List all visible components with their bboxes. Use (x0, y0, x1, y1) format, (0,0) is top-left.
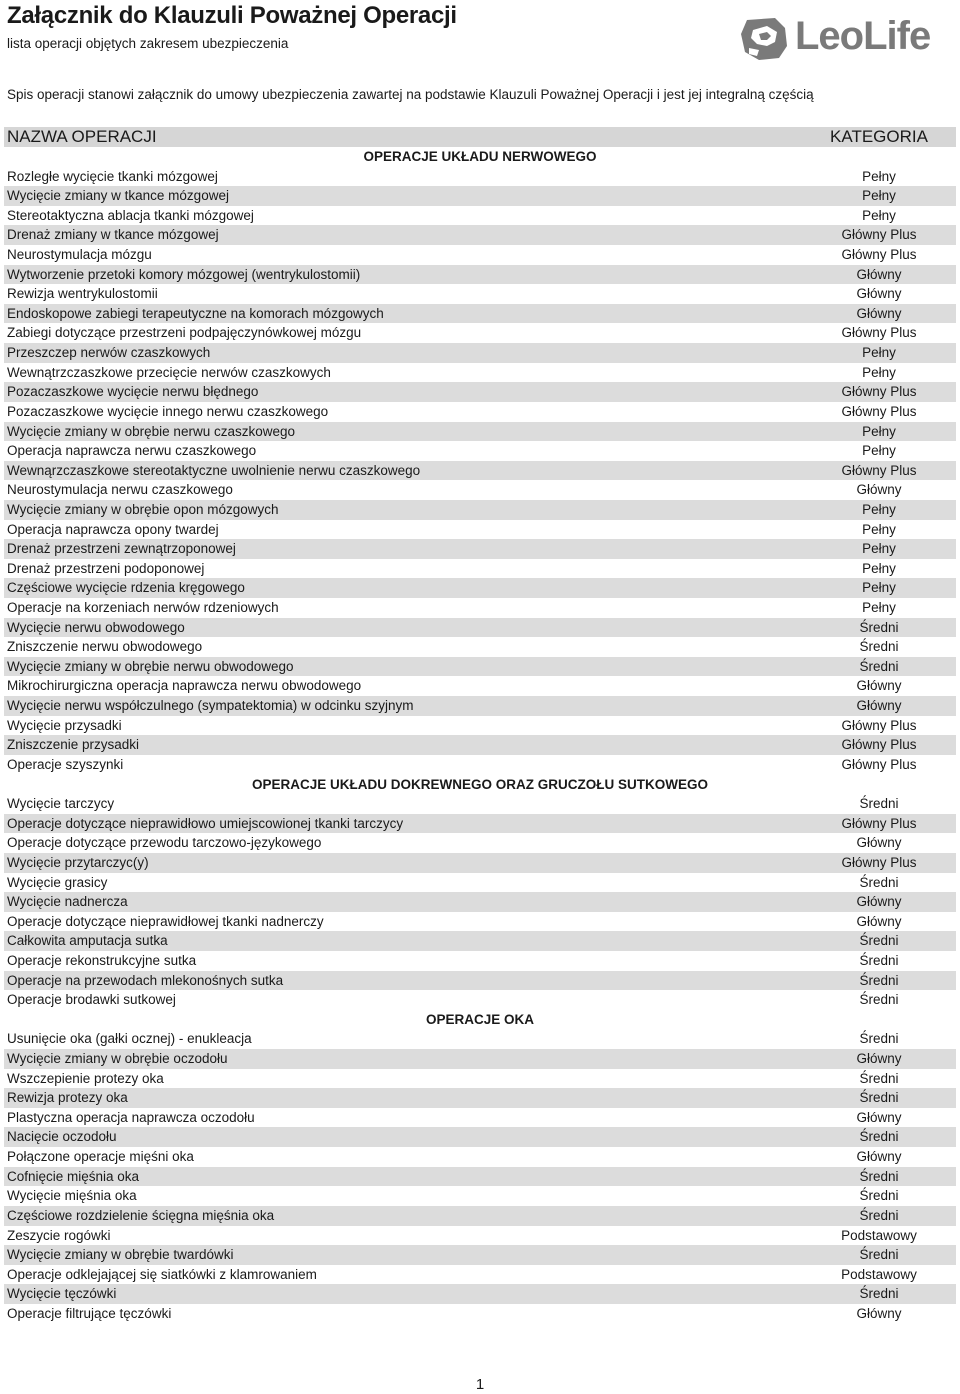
operation-category: Pełny (862, 600, 896, 616)
table-row (4, 1029, 956, 1049)
table-row (4, 1049, 956, 1069)
table-row (4, 990, 956, 1010)
table-row (4, 402, 956, 422)
operation-category: Średni (859, 992, 899, 1008)
operation-name: Drenaż przestrzeni podoponowej (7, 560, 205, 576)
operation-name: Operacje dotyczące przewodu tarczowo-językowego (7, 835, 322, 851)
table-row (4, 461, 956, 481)
operation-category: Pełny (862, 168, 896, 184)
operation-name: Pozaczaszkowe wycięcie nerwu błędnego (7, 384, 259, 400)
operation-name: Wycięcie zmiany w tkance mózgowej (7, 188, 229, 204)
operation-category: Średni (859, 796, 899, 812)
table-row (4, 304, 956, 324)
operation-name: Wycięcie nerwu współczulnego (sympatektomia) w odcinku szyjnym (7, 698, 414, 714)
operation-category: Główny (856, 698, 902, 714)
section-heading: OPERACJE UKŁADU NERWOWEGO (363, 149, 597, 164)
table-row (4, 931, 956, 951)
table-row (4, 814, 956, 834)
operation-name: Operacje rekonstrukcyjne sutka (7, 952, 197, 968)
operation-category: Średni (859, 972, 899, 988)
operations-table (4, 147, 956, 1324)
table-row (4, 676, 956, 696)
section-heading-row (4, 1010, 956, 1030)
operation-category: Główny Plus (841, 462, 917, 478)
operation-category: Średni (859, 1188, 899, 1204)
operation-category: Podstawowy (841, 1227, 917, 1243)
table-row (4, 598, 956, 618)
operation-name: Operacje odklejającej się siatkówki z klamrowaniem (7, 1266, 317, 1282)
operation-name: Wycięcie zmiany w obrębie twardówki (7, 1247, 234, 1263)
operation-category: Główny (856, 1305, 902, 1321)
table-row (4, 265, 956, 285)
operation-name: Częściowe wycięcie rdzenia kręgowego (7, 580, 245, 596)
operation-category: Średni (859, 639, 899, 655)
operation-name: Stereotaktyczna ablacja tkanki mózgowej (7, 207, 254, 223)
table-row (4, 637, 956, 657)
table-row (4, 1245, 956, 1265)
operation-category: Główny (856, 266, 902, 282)
operation-name: Operacje na przewodach mlekonośnych sutka (7, 972, 284, 988)
table-row (4, 1265, 956, 1285)
table-row (4, 186, 956, 206)
operation-name: Wewnątrzczaszkowe przecięcie nerwów czaszkowych (7, 364, 331, 380)
operation-category: Pełny (862, 423, 896, 439)
table-row (4, 618, 956, 638)
operation-name: Zniszczenie nerwu obwodowego (7, 639, 203, 655)
table-row (4, 323, 956, 343)
table-row (4, 167, 956, 187)
operation-category: Pełny (862, 541, 896, 557)
operation-category: Główny Plus (841, 403, 917, 419)
operation-category: Główny Plus (841, 717, 917, 733)
operation-category: Średni (859, 933, 899, 949)
table-row (4, 755, 956, 775)
table-row (4, 716, 956, 736)
operation-category: Średni (859, 1247, 899, 1263)
table-row (4, 422, 956, 442)
operation-category: Średni (859, 1207, 899, 1223)
page-number: 1 (475, 1376, 485, 1393)
operation-name: Drenaż zmiany w tkance mózgowej (7, 227, 219, 243)
operation-name: Wycięcie przysadki (7, 717, 122, 733)
operation-name: Wycięcie tęczówki (7, 1286, 117, 1302)
table-row (4, 833, 956, 853)
operation-name: Drenaż przestrzeni zewnątrzoponowej (7, 541, 236, 557)
table-row (4, 1147, 956, 1167)
operation-category: Główny Plus (841, 854, 917, 870)
operation-category: Główny Plus (841, 325, 917, 341)
operation-category: Pełny (862, 580, 896, 596)
table-header (4, 127, 956, 147)
operation-name: Wewnąrzczaszkowe stereotaktyczne uwolnienie nerwu czaszkowego (7, 462, 421, 478)
operation-name: Cofnięcie mięśnia oka (7, 1168, 140, 1184)
operation-name: Rewizja wentrykulostomii (7, 286, 158, 302)
company-logo (737, 12, 959, 64)
operation-category: Główny (856, 894, 902, 910)
operation-category: Pełny (862, 521, 896, 537)
operation-name: Neurostymulacja nerwu czaszkowego (7, 482, 233, 498)
table-row (4, 892, 956, 912)
logo-wordmark: LeoLife (795, 14, 931, 58)
header-category: KATEGORIA (830, 127, 928, 146)
operation-category: Średni (859, 1031, 899, 1047)
operation-category: Główny (856, 913, 902, 929)
operation-category: Pełny (862, 188, 896, 204)
operation-category: Pełny (862, 501, 896, 517)
table-row (4, 245, 956, 265)
table-row (4, 225, 956, 245)
operation-name: Usunięcie oka (gałki ocznej) - enukleacja (7, 1031, 252, 1047)
table-row (4, 441, 956, 461)
operation-category: Główny Plus (841, 227, 917, 243)
operation-name: Operacje dotyczące nieprawidłowej tkanki nadnerczy (7, 913, 324, 929)
operation-category: Główny Plus (841, 737, 917, 753)
section-heading-row (4, 775, 956, 795)
table-row (4, 1127, 956, 1147)
operation-category: Główny (856, 1051, 902, 1067)
operation-category: Podstawowy (841, 1266, 917, 1282)
operation-name: Przeszczep nerwów czaszkowych (7, 345, 211, 361)
table-row (4, 559, 956, 579)
operation-name: Operacja naprawcza nerwu czaszkowego (7, 443, 257, 459)
page-title: Załącznik do Klauzuli Poważnej Operacji (7, 2, 457, 29)
table-row (4, 1069, 956, 1089)
operation-name: Wycięcie nadnercza (7, 894, 128, 910)
table-row (4, 794, 956, 814)
operation-name: Operacje na korzeniach nerwów rdzeniowych (7, 600, 279, 616)
operation-name: Rozległe wycięcie tkanki mózgowej (7, 168, 218, 184)
table-row (4, 1284, 956, 1304)
operation-name: Operacje szyszynki (7, 756, 124, 772)
operation-category: Główny Plus (841, 756, 917, 772)
operation-name: Wszczepienie protezy oka (7, 1070, 164, 1086)
operation-name: Wycięcie zmiany w obrębie nerwu czaszkowego (7, 423, 295, 439)
operation-name: Zniszczenie przysadki (7, 737, 140, 753)
operation-name: Plastyczna operacja naprawcza oczodołu (7, 1109, 255, 1125)
table-row (4, 912, 956, 932)
intro-text: Spis operacji stanowi załącznik do umowy ubezpieczenia zawartej na podstawie Klauzuli Poważnej Operacji i jest jej integralną częścią (7, 87, 814, 102)
table-row (4, 853, 956, 873)
operation-name: Operacje dotyczące nieprawidłowo umiejscowionej tkanki tarczycy (7, 815, 404, 831)
operation-category: Główny Plus (841, 815, 917, 831)
operation-category: Średni (859, 619, 899, 635)
operation-name: Zeszycie rogówki (7, 1227, 111, 1243)
table-row (4, 480, 956, 500)
operation-category: Średni (859, 658, 899, 674)
operation-name: Wycięcie mięśnia oka (7, 1188, 137, 1204)
operation-name: Neurostymulacja mózgu (7, 247, 152, 263)
operation-name: Wycięcie zmiany w obrębie oczodołu (7, 1051, 228, 1067)
operation-category: Średni (859, 952, 899, 968)
page-subtitle: lista operacji objętych zakresem ubezpieczenia (7, 36, 289, 51)
table-row (4, 1226, 956, 1246)
table-row (4, 1167, 956, 1187)
operation-name: Rewizja protezy oka (7, 1090, 128, 1106)
operation-category: Główny (856, 305, 902, 321)
header-operation-name: NAZWA OPERACJI (7, 127, 157, 146)
operation-name: Nacięcie oczodołu (7, 1129, 117, 1145)
operation-name: Zabiegi dotyczące przestrzeni podpajęczynówkowej mózgu (7, 325, 362, 341)
table-row (4, 500, 956, 520)
table-row (4, 206, 956, 226)
operation-category: Pełny (862, 345, 896, 361)
operation-name: Pozaczaszkowe wycięcie innego nerwu czaszkowego (7, 403, 329, 419)
operation-name: Mikrochirurgiczna operacja naprawcza nerwu obwodowego (7, 678, 362, 694)
table-row (4, 1186, 956, 1206)
operation-category: Główny (856, 1109, 902, 1125)
operation-name: Wycięcie zmiany w obrębie opon mózgowych (7, 501, 279, 517)
table-row (4, 539, 956, 559)
operation-category: Średni (859, 1286, 899, 1302)
operation-category: Średni (859, 1070, 899, 1086)
operation-name: Wytworzenie przetoki komory mózgowej (wentrykulostomii) (7, 266, 361, 282)
operation-category: Średni (859, 1129, 899, 1145)
table-row (4, 284, 956, 304)
operation-category: Średni (859, 1168, 899, 1184)
operation-category: Główny (856, 678, 902, 694)
operation-category: Główny (856, 1149, 902, 1165)
table-row (4, 578, 956, 598)
table-row (4, 1206, 956, 1226)
operation-name: Operacja naprawcza opony twardej (7, 521, 219, 537)
section-heading-row (4, 147, 956, 167)
lion-head-icon (737, 12, 789, 64)
table-row (4, 971, 956, 991)
operation-category: Główny (856, 482, 902, 498)
operation-category: Pełny (862, 443, 896, 459)
operation-category: Pełny (862, 207, 896, 223)
operation-category: Główny Plus (841, 247, 917, 263)
operation-category: Pełny (862, 560, 896, 576)
operation-category: Średni (859, 874, 899, 890)
operation-name: Wycięcie grasicy (7, 874, 108, 890)
operation-name: Operacje brodawki sutkowej (7, 992, 176, 1008)
operation-name: Operacje filtrujące tęczówki (7, 1305, 172, 1321)
table-row (4, 696, 956, 716)
table-row (4, 382, 956, 402)
operation-category: Główny (856, 835, 902, 851)
operation-name: Endoskopowe zabiegi terapeutyczne na komorach mózgowych (7, 305, 384, 321)
table-row (4, 1304, 956, 1324)
table-row (4, 735, 956, 755)
section-heading: OPERACJE UKŁADU DOKREWNEGO ORAZ GRUCZOŁU SUTKOWEGO (251, 776, 708, 792)
table-row (4, 363, 956, 383)
operation-category: Średni (859, 1090, 899, 1106)
operation-name: Połączone operacje mięśni oka (7, 1149, 194, 1165)
operation-name: Częściowe rozdzielenie ścięgna mięśnia oka (7, 1207, 275, 1223)
operation-name: Wycięcie zmiany w obrębie nerwu obwodowego (7, 658, 294, 674)
table-row (4, 1108, 956, 1128)
operation-category: Główny (856, 286, 902, 302)
operation-category: Pełny (862, 364, 896, 380)
operation-name: Wycięcie tarczycy (7, 796, 115, 812)
table-row (4, 873, 956, 893)
operation-name: Wycięcie nerwu obwodowego (7, 619, 185, 635)
table-row (4, 1088, 956, 1108)
table-row (4, 343, 956, 363)
table-row (4, 951, 956, 971)
operation-name: Wycięcie przytarczyc(y) (7, 854, 149, 870)
operation-name: Całkowita amputacja sutka (7, 933, 168, 949)
operation-category: Główny Plus (841, 384, 917, 400)
section-heading: OPERACJE OKA (425, 1011, 535, 1027)
table-row (4, 657, 956, 677)
table-row (4, 520, 956, 540)
